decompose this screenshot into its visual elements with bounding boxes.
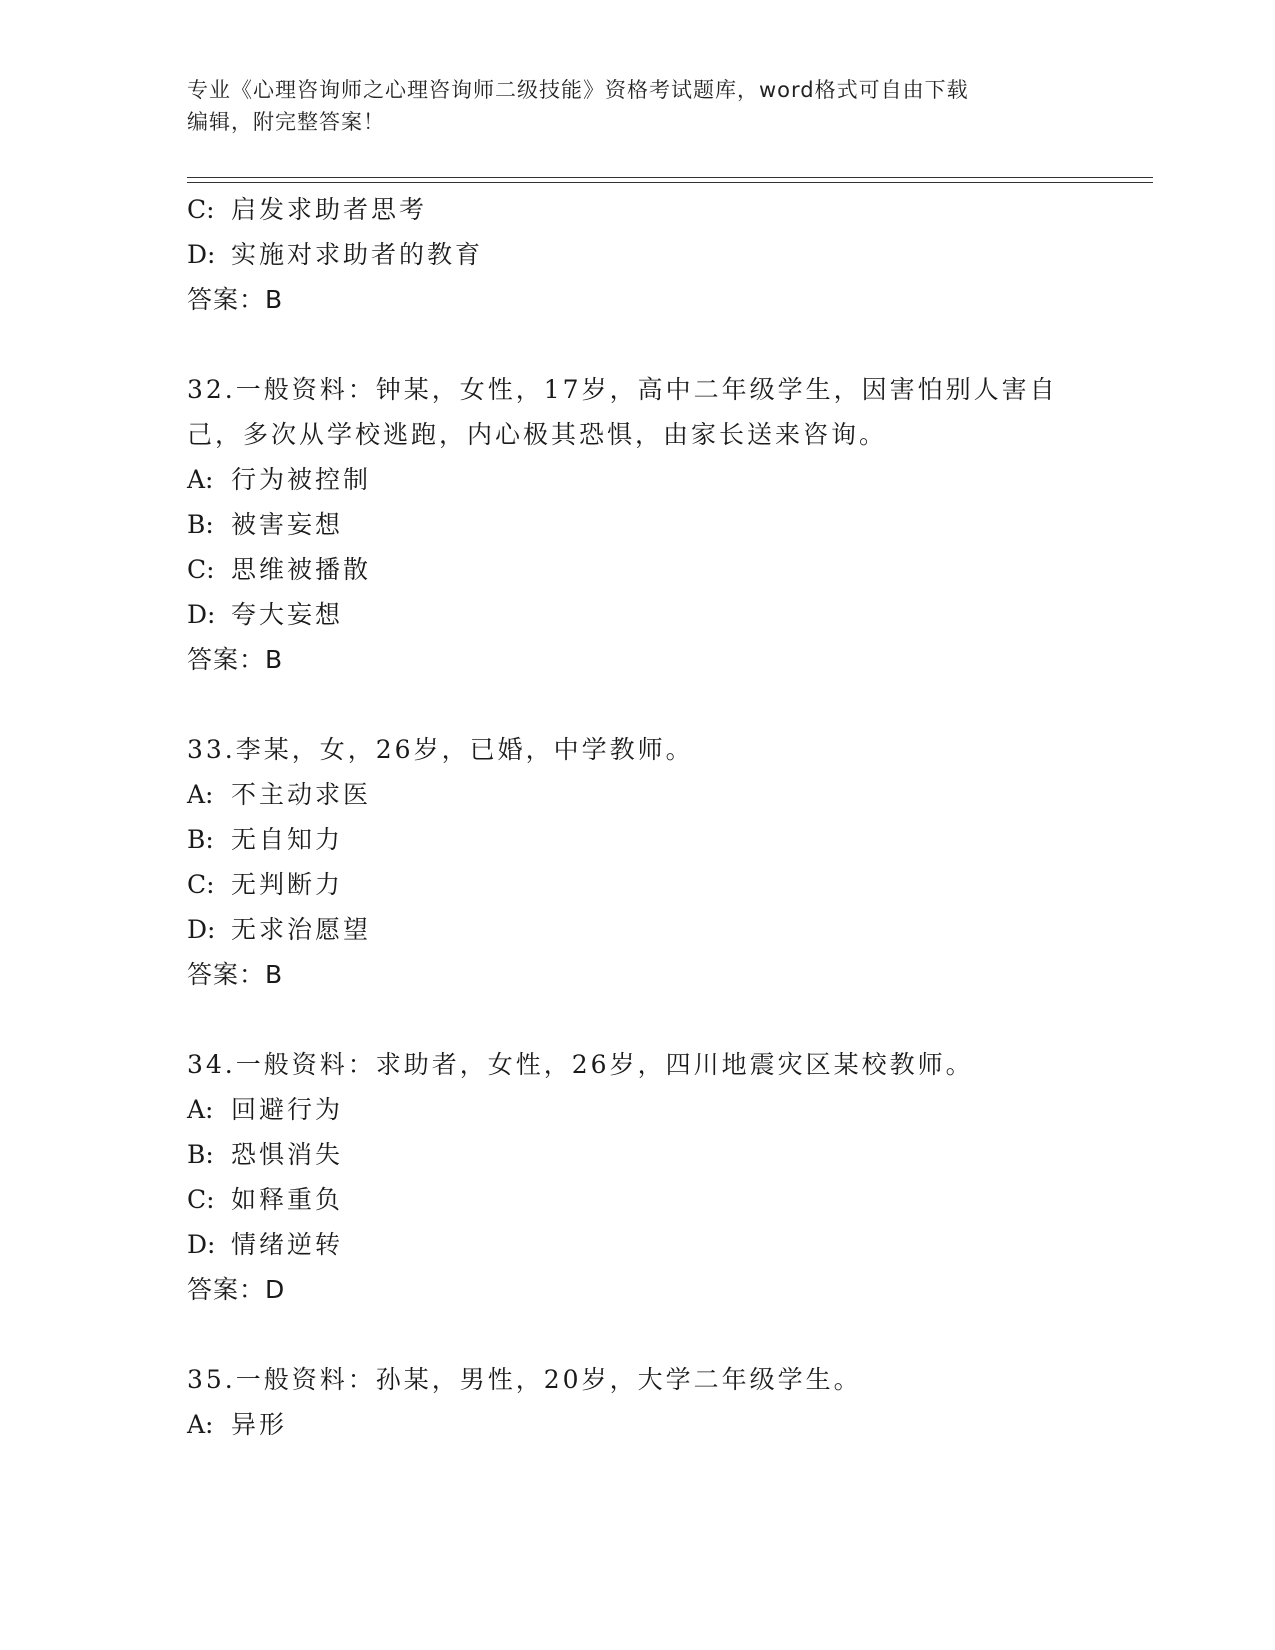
question-32-option-d: D: 夸大妄想 xyxy=(187,600,344,629)
question-35-option-a: A: 异形 xyxy=(187,1410,288,1439)
header-rule-top xyxy=(187,177,1153,178)
question-32-stem-1: 32.一般资料：钟某，女性，17岁，高中二年级学生，因害怕别人害自 xyxy=(187,375,1058,404)
question-34-option-c: C: 如释重负 xyxy=(187,1185,344,1214)
question-32-option-b: B: 被害妄想 xyxy=(187,510,344,539)
question-34-option-b: B: 恐惧消失 xyxy=(187,1140,344,1169)
header-rule-bottom xyxy=(187,182,1153,183)
question-34-stem-1: 34.一般资料：求助者，女性，26岁，四川地震灾区某校教师。 xyxy=(187,1050,974,1079)
question-34-answer: 答案：D xyxy=(187,1275,286,1304)
question-32-option-a: A: 行为被控制 xyxy=(187,465,372,494)
question-33-answer: 答案：B xyxy=(187,960,284,989)
header-line-1: 专业《心理咨询师之心理咨询师二级技能》资格考试题库，word格式可自由下载 xyxy=(187,78,969,102)
question-34-option-a: A: 回避行为 xyxy=(187,1095,344,1124)
question-32-answer: 答案：B xyxy=(187,645,284,674)
question-33-stem-1: 33.李某，女，26岁，已婚，中学教师。 xyxy=(187,735,694,764)
option-c: C: 启发求助者思考 xyxy=(187,195,428,224)
answer-line: 答案：B xyxy=(187,285,284,314)
header-line-2: 编辑，附完整答案！ xyxy=(187,110,385,134)
question-33-option-b: B: 无自知力 xyxy=(187,825,344,854)
question-32-option-c: C: 思维被播散 xyxy=(187,555,372,584)
question-33-option-d: D: 无求治愿望 xyxy=(187,915,372,944)
question-35-stem-1: 35.一般资料：孙某，男性，20岁，大学二年级学生。 xyxy=(187,1365,862,1394)
question-33-option-c: C: 无判断力 xyxy=(187,870,344,899)
question-33-option-a: A: 不主动求医 xyxy=(187,780,372,809)
question-34-option-d: D: 情绪逆转 xyxy=(187,1230,344,1259)
question-32-stem-2: 己，多次从学校逃跑，内心极其恐惧，由家长送来咨询。 xyxy=(187,420,888,449)
option-d: D: 实施对求助者的教育 xyxy=(187,240,484,269)
document-header xyxy=(187,74,1087,138)
